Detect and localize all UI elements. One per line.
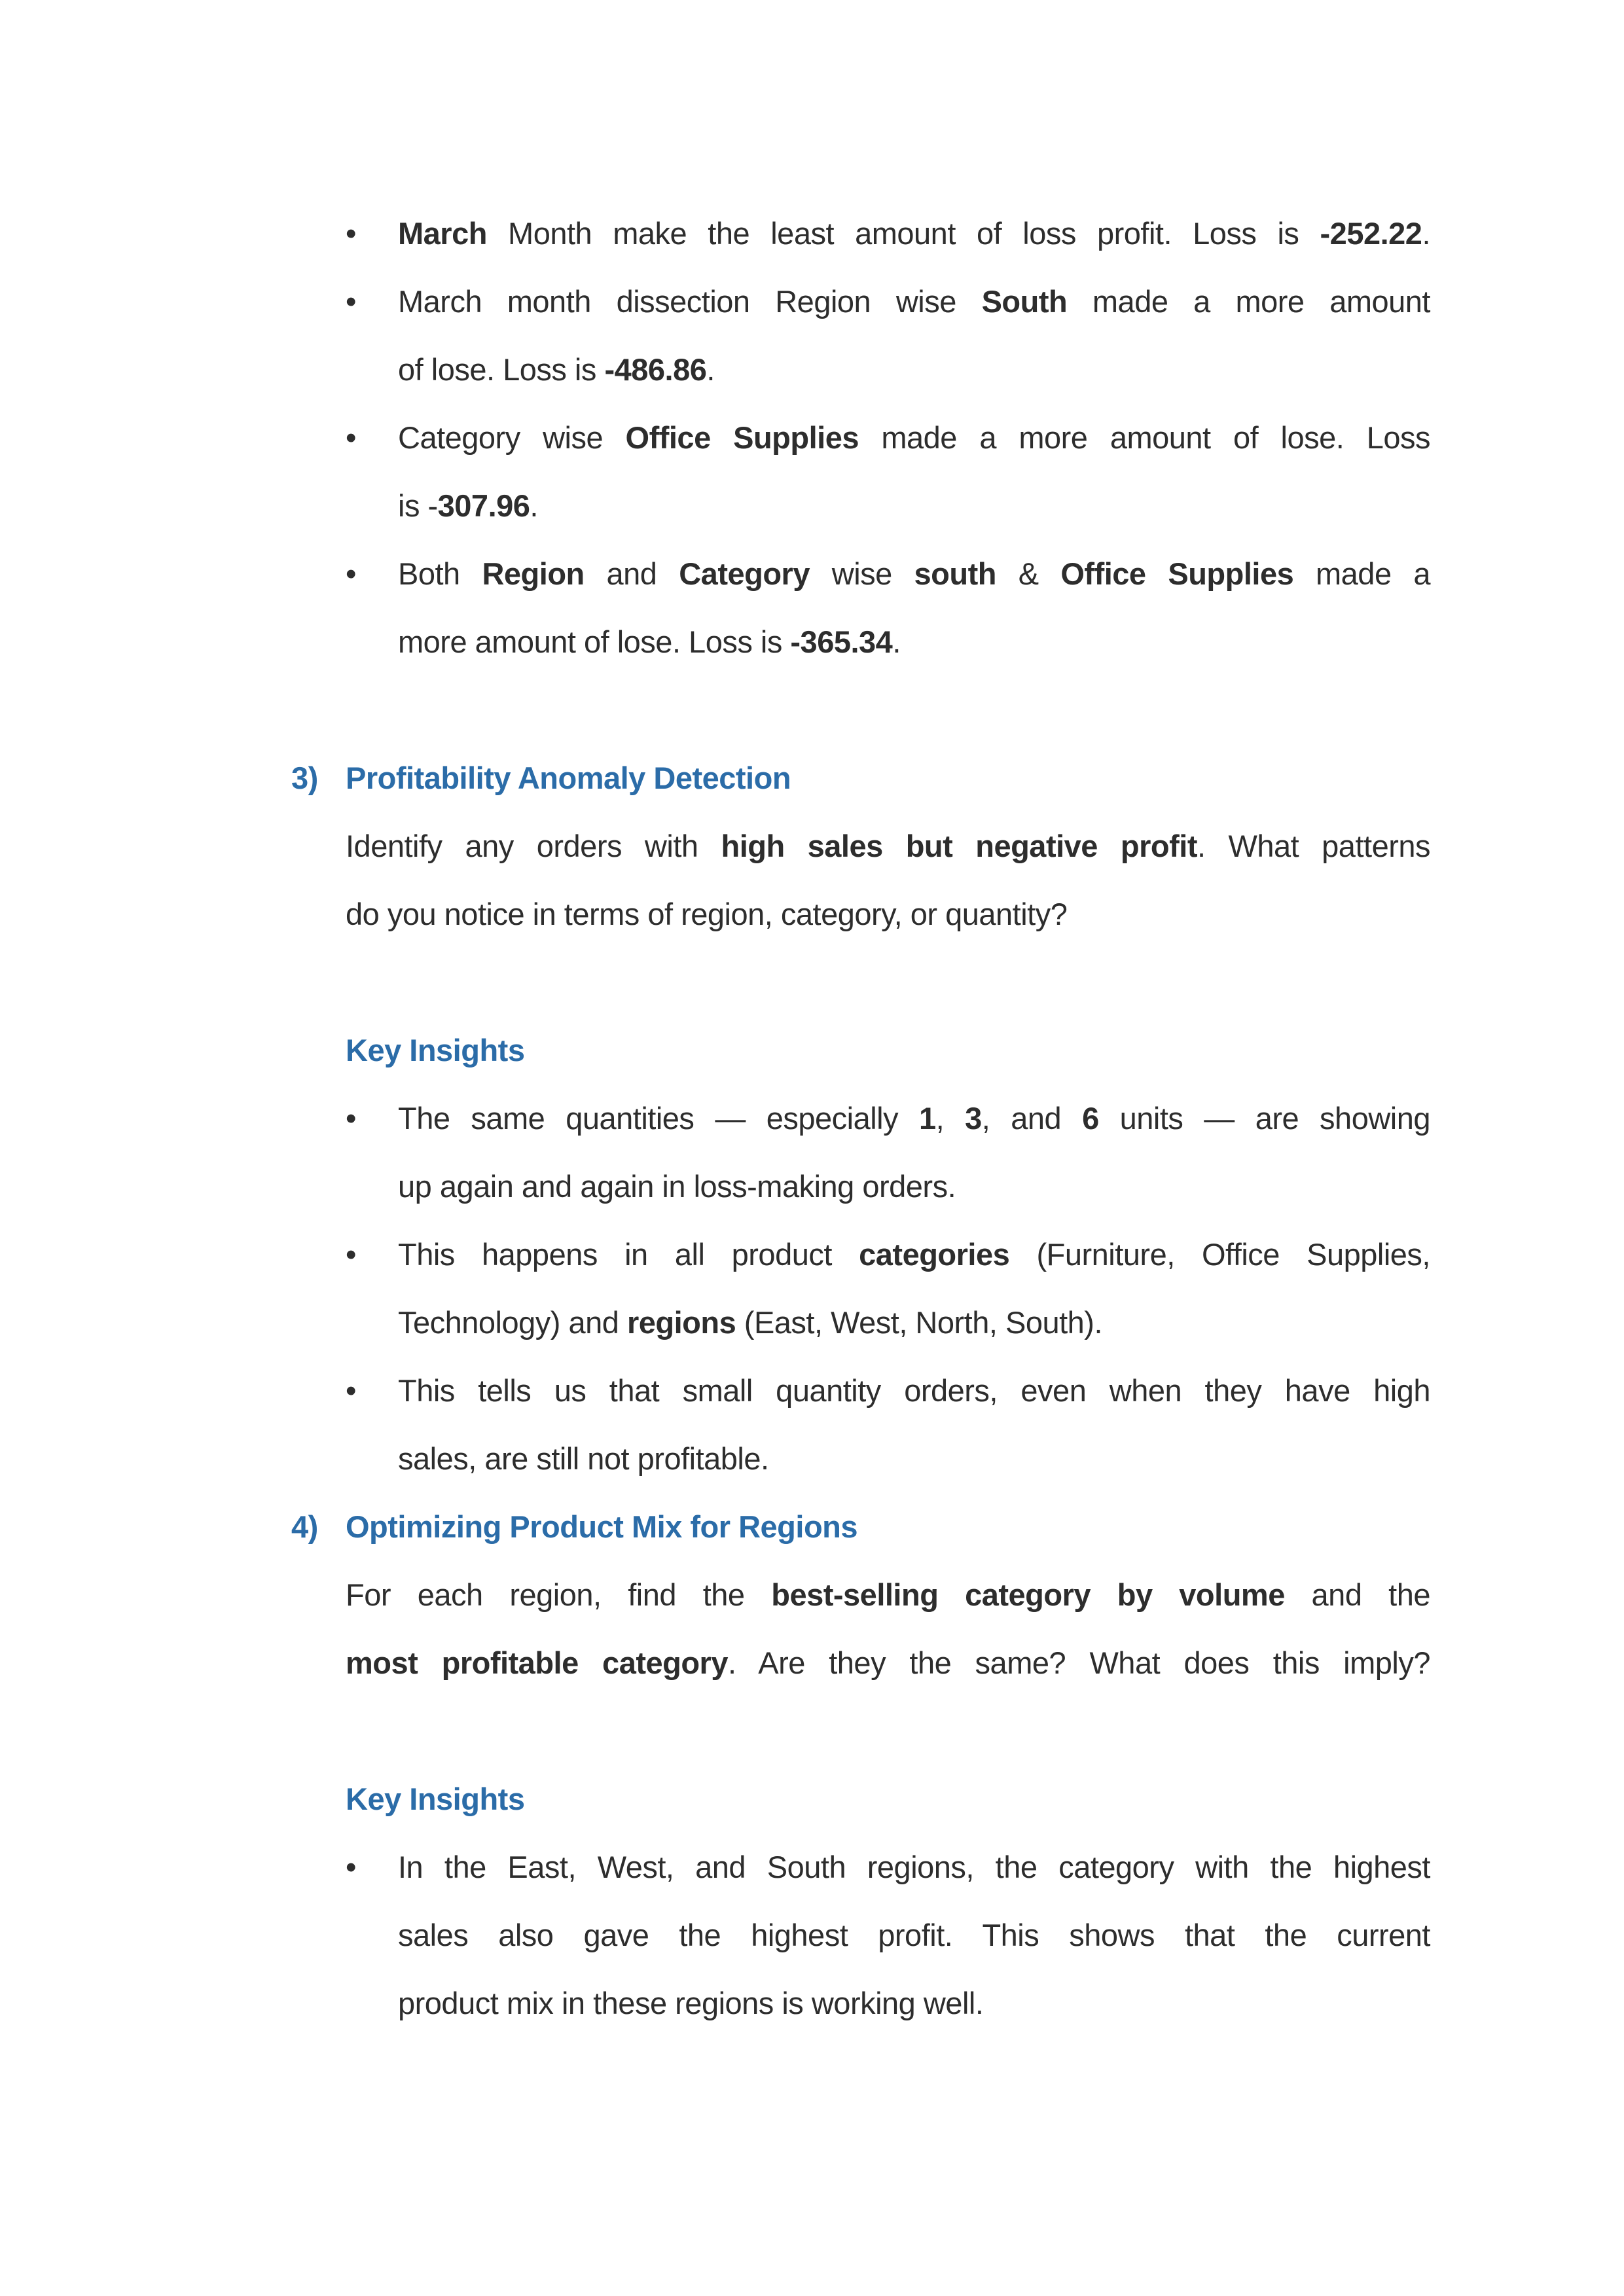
text-line: In the East, West, and South regions, the category with the highest [398,1850,1430,1884]
bold-run: Office Supplies [1060,556,1294,591]
bold-run: regions [626,1305,736,1340]
bold-run: March [398,216,487,251]
text-line: March Month make the least amount of loss profit. Loss is -252.22. [398,216,1430,251]
key-insights-heading-2: Key Insights [346,1782,525,1816]
text-line: do you notice in terms of region, category, or quantity? [346,897,1068,931]
list-item-text [398,1221,1430,1357]
bold-run: 1 [919,1101,936,1136]
document-content [291,200,1430,2037]
bold-run: categories [859,1237,1010,1272]
text-line: most profitable category. Are they the same? What does this imply? [346,1645,1430,1680]
key-insights-heading-1: Key Insights [346,1033,525,1067]
text-line: up again and again in loss-making orders. [398,1169,956,1204]
list-item-text [398,200,1430,268]
summary-bullets [291,200,1430,676]
list-item [346,1833,1430,2037]
text-line: sales also gave the highest profit. This shows that the current [398,1918,1430,1952]
bold-run: 6 [1082,1101,1099,1136]
list-item [346,1085,1430,1221]
list-item-text [398,1833,1430,2037]
text-line: Both Region and Category wise south & Office Supplies made a [398,556,1430,591]
list-item-text [398,1085,1430,1221]
text-line: For each region, find the best-selling category by volume and the [346,1577,1431,1612]
bold-run: Category [679,556,810,591]
text-line: more amount of lose. Loss is -365.34. [398,624,901,659]
list-item-text [398,268,1430,404]
list-item [346,268,1430,404]
text-line: Category wise Office Supplies made a more amount of lose. Loss [398,420,1430,455]
bold-run: Office Supplies [625,420,859,455]
bullet-marker-icon: • [346,284,356,319]
text-line: of lose. Loss is -486.86. [398,352,715,387]
section-4-intro [346,1561,1430,1697]
heading-text: Optimizing Product Mix for Regions [346,1509,857,1544]
list-item-text [398,540,1430,676]
bullet-marker-icon: • [346,1373,356,1408]
bold-run: high sales but negative profit [721,829,1197,863]
list-item [346,540,1430,676]
text-line: is -307.96. [398,488,538,523]
insights-1-bullets [291,1085,1430,1493]
bullet-marker-icon: • [346,556,356,591]
text-line: Technology) and regions (East, West, North, South). [398,1305,1103,1340]
heading-number: 3) [291,761,318,795]
heading-text: Profitability Anomaly Detection [346,761,791,795]
list-item [346,404,1430,540]
list-item-text [398,404,1430,540]
section-3-heading [291,744,1430,812]
bullet-marker-icon: • [346,1101,356,1136]
list-item [346,200,1430,268]
list-item [346,1221,1430,1357]
bold-run: south [914,556,996,591]
bold-run: best-selling category by volume [771,1577,1285,1612]
bullet-marker-icon: • [346,216,356,251]
text-line: March month dissection Region wise South made a more amount [398,284,1430,319]
heading-number: 4) [291,1509,318,1544]
bold-run: 307.96 [437,488,530,523]
bold-run: South [981,284,1068,319]
bullet-marker-icon: • [346,420,356,455]
text-line: Identify any orders with high sales but negative profit. What patterns [346,829,1430,863]
bold-run: -486.86 [604,352,707,387]
list-item-text [398,1357,1430,1493]
text-line: The same quantities — especially 1, 3, and 6 units — are showing [398,1101,1430,1136]
bullet-marker-icon: • [346,1237,356,1272]
text-line: This tells us that small quantity orders, even when they have high [398,1373,1430,1408]
bold-run: -365.34 [790,624,893,659]
insights-2-bullets [291,1833,1430,2037]
section-4-heading [291,1493,1430,1561]
text-line: product mix in these regions is working well. [398,1986,984,2020]
bold-run: Region [482,556,585,591]
section-3-intro [346,812,1430,948]
bold-run: -252.22 [1320,216,1422,251]
list-item [346,1357,1430,1493]
text-line: sales, are still not profitable. [398,1441,769,1476]
text-line: This happens in all product categories (Furniture, Office Supplies, [398,1237,1430,1272]
bullet-marker-icon: • [346,1850,356,1884]
bold-run: most profitable category [346,1645,728,1680]
bold-run: 3 [965,1101,982,1136]
